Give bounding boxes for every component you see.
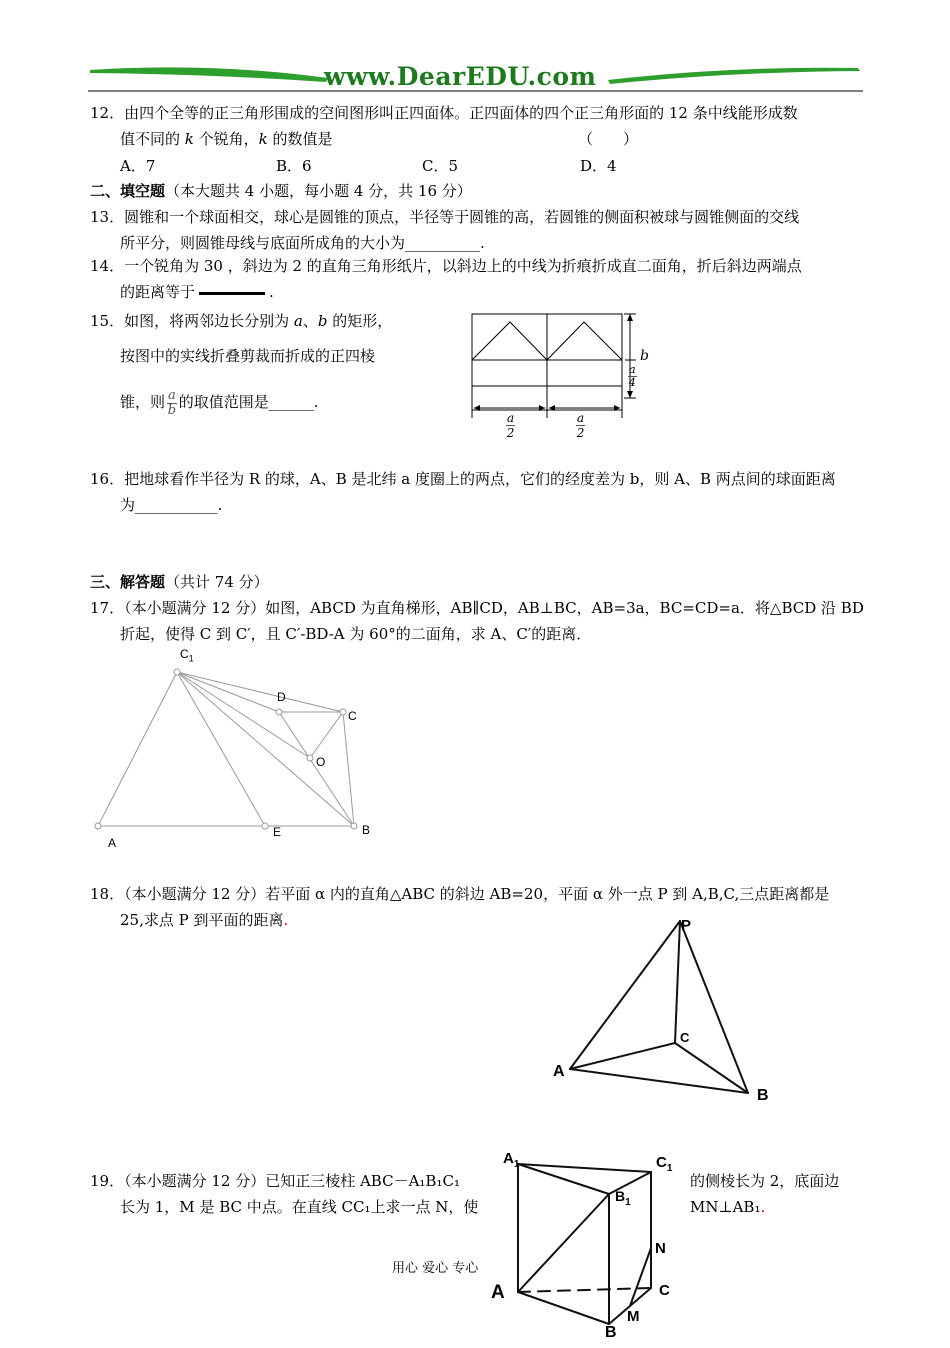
q15-label-a2-right: [576, 411, 585, 440]
q18-text: 25,求点 P 到平面的距离: [120, 911, 284, 929]
label-sub: 1: [666, 1163, 673, 1174]
q15-line2: 按图中的实线折叠剪裁而折成的正四棱: [120, 347, 376, 365]
label-a: A: [108, 836, 117, 850]
label-a1: [503, 1150, 519, 1170]
q14-line2: [120, 282, 274, 302]
label-num: a: [629, 363, 636, 376]
label-p: P: [681, 917, 692, 934]
label-n: N: [655, 1240, 666, 1257]
edge-c1-a: [98, 672, 177, 826]
q17-line1: 17．（本小题满分 12 分）如图，ABCD 为直角梯形，AB∥CD，AB⊥BC，AB=3a，BC=CD=a．将△BCD 沿 BD: [90, 599, 864, 617]
q15-var-a: a: [293, 312, 303, 330]
q15-figure: [460, 308, 660, 438]
q16-line1: 16．把地球看作半径为 R 的球，A、B 是北纬 a 度圈上的两点，它们的经度差为 b，则 A、B 两点间的球面距离: [90, 470, 836, 488]
label-sub: 1: [513, 1159, 520, 1170]
q14-period: .: [269, 283, 274, 301]
q17-figure: [90, 645, 390, 850]
q15-label-a4: [628, 364, 637, 389]
q12-text: 值不同的: [120, 130, 185, 148]
edge-c1-e: [177, 672, 265, 826]
q15-text: 15．如图，将两邻边长分别为: [90, 312, 294, 330]
q15-fraction: [167, 389, 177, 418]
point-a: [95, 823, 101, 829]
point-c1: [174, 669, 180, 675]
label-main: C: [656, 1154, 667, 1171]
label-den: 2: [576, 426, 585, 440]
q19-line2-left: 长为 1，M 是 BC 中点。在直线 CC₁上求一点 N，使: [120, 1198, 479, 1216]
q13-line1: 13．圆锥和一个球面相交，球心是圆锥的顶点，半径等于圆锥的高，若圆锥的侧面积被球与圆锥侧面的交线: [90, 208, 800, 226]
label-b: B: [757, 1087, 769, 1104]
label-c1-sub: 1: [188, 653, 194, 664]
section2-note: （本大题共 4 小题，每小题 4 分，共 16 分）: [165, 182, 472, 200]
q12-option-c: C．5: [422, 157, 459, 175]
q19-line2-right: [690, 1197, 765, 1217]
section3-title: 三、解答题: [90, 573, 166, 591]
label-m: M: [627, 1308, 640, 1325]
label-sub: 1: [625, 1196, 631, 1208]
label-o: O: [316, 755, 326, 769]
label-den: 4: [628, 376, 636, 389]
label-b: B: [605, 1324, 617, 1341]
edge-c1-b: [177, 672, 354, 826]
label-c: C: [659, 1282, 670, 1299]
label-c1: [180, 647, 194, 663]
point-e: [262, 823, 268, 829]
label-e: E: [273, 825, 282, 839]
q15-var-b: b: [317, 312, 328, 330]
q15-text: 的矩形，: [327, 312, 393, 330]
label-main: A: [503, 1150, 514, 1167]
q12-line2: [120, 129, 333, 149]
section2-heading: [90, 181, 472, 201]
label-c: C: [348, 709, 357, 723]
q15-text: 锥，则: [120, 393, 166, 411]
q12-text: 个锐角，: [193, 130, 259, 148]
label-num: a: [507, 411, 515, 425]
q12-option-d: D．4: [580, 157, 617, 175]
label-a: A: [491, 1282, 505, 1303]
q12-text: 的数值是: [267, 130, 333, 148]
label-num: a: [577, 411, 585, 425]
q12-option-b: B．6: [276, 157, 312, 175]
edge-a-b: [570, 1069, 748, 1093]
q13-line2: 所平分，则圆锥母线与底面所成角的大小为__________.: [120, 234, 485, 252]
q15-text: 的取值范围是______.: [178, 393, 319, 411]
frac-num: a: [168, 387, 176, 403]
label-den: 2: [506, 426, 515, 440]
edge-a-c-hidden: [518, 1288, 651, 1292]
edge-c-b: [343, 712, 354, 826]
q15-sep: 、: [302, 312, 318, 330]
q15-label-b: b: [640, 348, 649, 364]
site-logo-text: www.DearEDU.com: [324, 62, 597, 91]
edge-p-c: [675, 921, 680, 1043]
edge-a-b1: [518, 1194, 609, 1292]
section3-heading: [90, 572, 269, 592]
q14-line1: 14．一个锐角为 30 ，斜边为 2 的直角三角形纸片，以斜边上的中线为折痕折成直二面角，折后斜边两端点: [90, 257, 802, 275]
point-d: [276, 709, 282, 715]
arrow-icon: [627, 314, 633, 321]
q18-line1: 18．（本小题满分 12 分）若平面 α 内的直角△ABC 的斜边 AB=20，平面 α 外一点 P 到 A,B,C,三点距离都是: [90, 885, 830, 903]
edge-d-b: [279, 712, 354, 826]
label-d: D: [277, 690, 286, 704]
q15-line3: [120, 387, 319, 427]
q17-trapezoid-diagram: [90, 645, 390, 850]
edge-c-o: [310, 712, 343, 758]
q18-period: .: [283, 911, 289, 929]
q18-pyramid-diagram: [545, 915, 785, 1110]
section3-note: （共计 74 分）: [165, 573, 269, 591]
q12-line1: 12．由四个全等的正三角形围成的空间图形叫正四面体。正四面体的四个正三角形面的 12 条中线能形成数: [90, 104, 798, 122]
q19-line1-left: 19．（本小题满分 12 分）已知正三棱柱 ABC－A₁B₁C₁: [90, 1172, 460, 1190]
q14-answer-blank: [199, 292, 265, 295]
q12-var-k: k: [184, 130, 194, 148]
q14-text: 的距离等于: [120, 283, 196, 301]
label-c1: [656, 1154, 672, 1174]
label-main: B: [615, 1188, 626, 1204]
edge-p-b: [680, 921, 748, 1093]
edge-c1-o: [177, 672, 310, 758]
q18-figure: [545, 915, 785, 1110]
q12-answer-bracket: （ ）: [578, 130, 639, 148]
label-c: C: [680, 1030, 690, 1045]
q15-label-a2-left: [506, 411, 515, 440]
point-b: [351, 823, 357, 829]
point-c: [340, 709, 346, 715]
header-banner: [88, 60, 863, 100]
label-b: B: [362, 823, 371, 837]
q17-line2: 折起，使得 C 到 C′，且 C′-BD-A 为 60°的二面角，求 A、C′的距离．: [120, 625, 592, 643]
q19-text: MN⊥AB₁: [690, 1198, 761, 1216]
q19-line1-right: 的侧棱长为 2，底面边: [690, 1172, 840, 1190]
edge-c1-d: [177, 672, 279, 712]
edge-a-b: [518, 1292, 609, 1324]
point-o: [307, 755, 313, 761]
q18-line2: [120, 910, 288, 930]
q19-period: .: [760, 1198, 766, 1216]
q12-option-a: A．7: [120, 157, 156, 175]
q19-figure: [485, 1148, 690, 1344]
q16-line2: 为___________.: [120, 496, 223, 514]
edge-c1-c: [177, 672, 343, 712]
q12-var-k: k: [258, 130, 268, 148]
q15-line1: [90, 311, 392, 331]
label-b1: [615, 1188, 631, 1208]
page-footer: 用心 爱心 专心: [392, 1261, 479, 1276]
section2-title: 二、填空题: [90, 182, 166, 200]
arrow-icon: [627, 391, 633, 398]
right-swoosh-icon: [608, 68, 860, 84]
left-swoosh-icon: [90, 67, 328, 82]
frac-den: b: [167, 402, 177, 418]
label-c1-main: C: [180, 647, 189, 661]
label-a: A: [553, 1063, 565, 1080]
